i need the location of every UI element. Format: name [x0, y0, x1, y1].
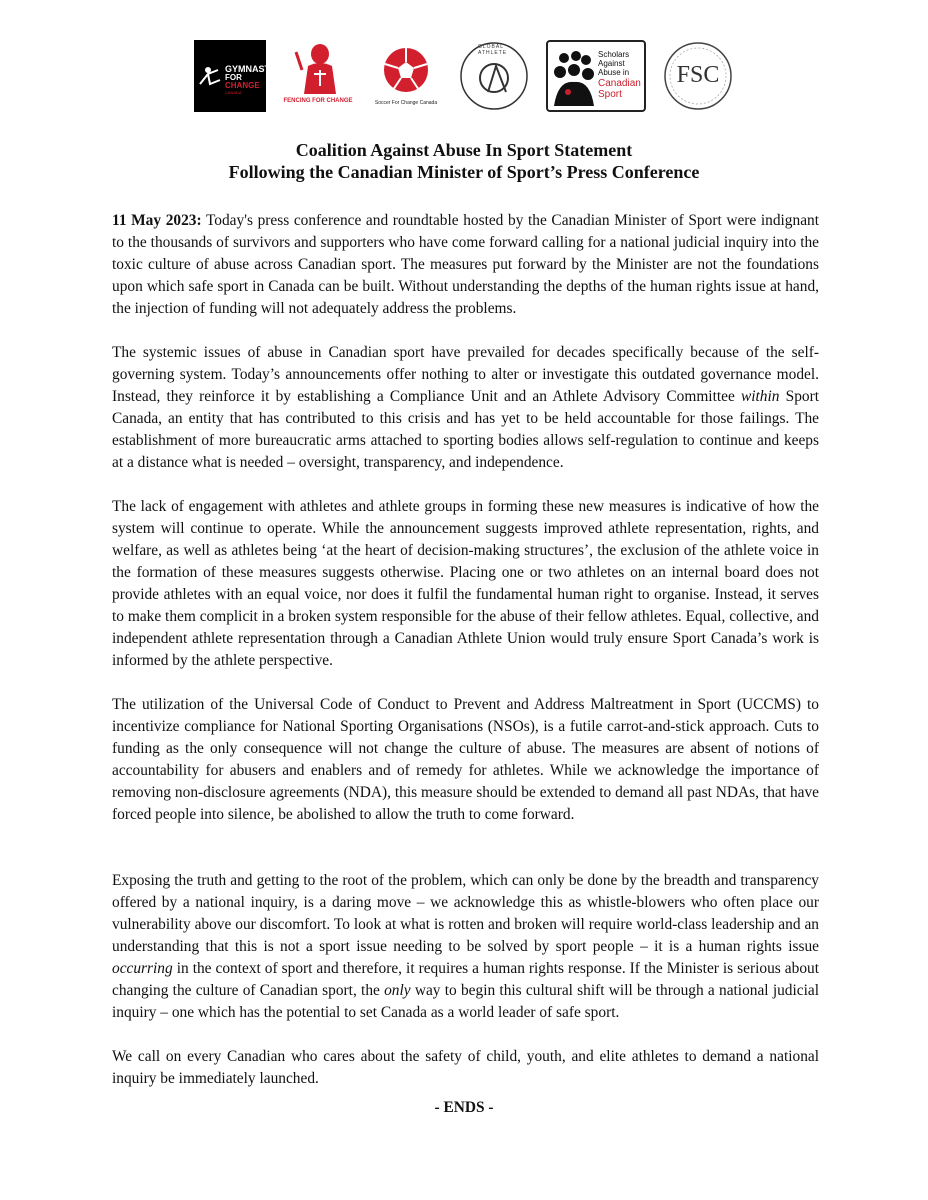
paragraph-text: Exposing the truth and getting to the root of the problem, which can only be done by the breadth and transparency offered by a national inquiry, is a daring move – we acknowledge this as whistle-blowers who often place our vulnerability above our discomfort. To look at what is rotten and broken will require world-class leadership and an understanding that this is not a sport issue needing to be solved by sport people – it is a human rights issue — [112, 872, 819, 955]
logo-text: GYMNASTS — [225, 64, 277, 74]
logo-text: Against — [598, 59, 625, 68]
title-line-2: Following the Canadian Minister of Sport’s Press Conference — [228, 162, 700, 182]
fencing-for-change-logo — [282, 40, 354, 112]
emphasis-text: within — [740, 388, 780, 405]
scholars-against-abuse-logo — [546, 40, 646, 112]
paragraph-6: We call on every Canadian who cares about the safety of child, youth, and elite athletes to demand a national inquiry be immediately launched. — [112, 1048, 819, 1087]
logo-text: Sport — [598, 89, 622, 100]
logo-text: FSC — [676, 62, 720, 88]
page-title — [0, 139, 928, 183]
logo-text: Soccer For Change Canada — [374, 100, 438, 106]
logo-text: FOR — [225, 73, 242, 82]
paragraph-text: way to begin this cultural shift will be through a national judicial inquiry – one which has the potential to set Canada as a world leader of safe sport. — [112, 982, 819, 1021]
paragraph-text: in the context of sport and therefore, it requires a human rights response. If the Minister is serious about changing the culture of Canadian sport, the — [112, 960, 819, 999]
logo-strip — [0, 40, 928, 112]
logo-text: Canadian — [598, 78, 641, 89]
paragraph-4: The utilization of the Universal Code of Conduct to Prevent and Address Maltreatment in Sport (UCCMS) to incentivize compliance for National Sporting Organisations (NSOs), is a futile carrot-and-stick approach. Cuts to funding as the only consequence will not change the culture of abuse. The measures are absent of notions of accountability for abusers and enablers and of remedy for athletes. While we acknowledge the importance of removing non-disclosure agreements (NDA), this measure should be extended to demand all past NDAs, that have forced people into silence, be abolished to allow the truth to come forward. — [112, 696, 819, 823]
paragraph-text: Sport Canada, an entity that has contributed to this crisis and has yet to be held accountable for those failings. The establishment of more bureaucratic arms attached to sporting bodies allows self-regulation to continue and keeps at a distance what is needed – oversight, transparency, and independence. — [112, 388, 819, 471]
logo-text: Abuse in — [598, 68, 630, 77]
logo-text: CHANGE — [225, 81, 260, 90]
title-line-1: Coalition Against Abuse In Sport Statement — [295, 140, 633, 160]
logo-text: FENCING FOR CHANGE — [283, 98, 353, 104]
soccer-for-change-logo — [370, 40, 442, 112]
group-of-people-icon — [550, 44, 598, 112]
logo-text: Scholars — [598, 50, 630, 59]
paragraph-5 — [112, 870, 819, 1024]
emphasis-text: occurring — [112, 960, 173, 977]
paragraph-text: Today's press conference and roundtable hosted by the Canadian Minister of Sport were indignant to the thousands of survivors and supporters who have come forward calling for a national judicial inquiry into the toxic culture of abuse across Canadian sport. The measures put forward by the Minister are not the foundations upon which safe sport in Canada can be built. Without understanding the depths of the human rights issue at hand, the injection of funding will not adequately address the problems. — [112, 212, 819, 317]
emphasis-text: only — [384, 982, 411, 999]
gymnasts-for-change-logo — [194, 40, 277, 112]
fsc-logo — [662, 40, 734, 112]
global-athlete-logo — [458, 40, 530, 112]
paragraph-text: The systemic issues of abuse in Canadian sport have prevailed for decades specifically because of the self-governing system. Today’s announcements offer nothing to alter or investigate this outdated governance model. Instead, they reinforce it by establishing a Compliance Unit and an Athlete Advisory Committee — [112, 344, 819, 405]
paragraph-1 — [112, 210, 819, 320]
paragraph-3: The lack of engagement with athletes and athlete groups in forming these new measures is indicative of how the system will continue to operate. While the announcement suggests improved athlete representation, rights, and welfare, as well as athletes being ‘at the heart of decision-making structures’, the exclusion of the athlete voice in the formation of these measures suggests otherwise. Placing one or two athletes on an internal board does not provide athletes with an equal voice, nor does it fulfil the fundamental human right to organise. Instead, it serves to make them complicit in a broken system responsible for the abuse of their fellow athletes. Equal, collective, and independent athlete representation through a Canadian Athlete Union would truly ensure Sport Canada’s work is informed by the athlete perspective. — [112, 498, 819, 669]
ends-marker: - ENDS - — [434, 1099, 494, 1116]
logo-text: CANADA — [225, 90, 242, 95]
logo-text: GLOBAL ATHLETE — [478, 44, 508, 56]
paragraph-2 — [112, 342, 819, 474]
statement-date: 11 May 2023: — [112, 212, 202, 229]
